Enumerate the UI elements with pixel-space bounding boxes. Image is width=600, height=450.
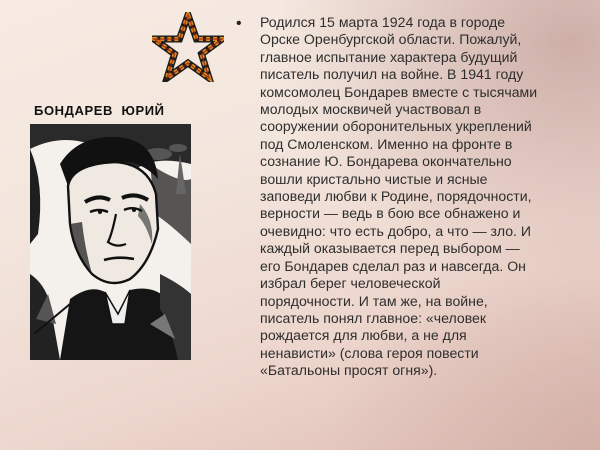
biography-line: заповеди любви к Родине, порядочности, <box>260 188 532 205</box>
biography-line: ненависти» (слова героя повести <box>260 344 479 361</box>
biography-line: «Батальоны просят огня»). <box>260 362 438 379</box>
biography-line: главное испытание характера будущий <box>260 48 518 65</box>
author-portrait-illustration <box>30 124 191 360</box>
biography-line: верности — ведь в бою все обнажено и <box>260 205 521 222</box>
bullet-marker: • <box>236 15 242 32</box>
star-outline-icon <box>152 12 224 82</box>
biography-line: рождается для любви, а не для <box>260 327 467 344</box>
author-name-heading: БОНДАРЕВ ЮРИЙ <box>34 103 165 118</box>
biography-line: под Смоленском. Именно на фронте в <box>260 135 513 152</box>
biography-line: Орске Оренбургской области. Пожалуй, <box>260 31 522 48</box>
biography-line: избрал берег человеческой <box>260 275 441 292</box>
biography-line: писатель получил на войне. В 1941 году <box>260 66 524 83</box>
biography-line: Родился 15 марта 1924 года в городе <box>260 14 506 30</box>
biography-line: каждый оказывается перед выбором — <box>260 240 520 257</box>
biography-line: вошли кристально чистые и ясные <box>260 170 488 187</box>
biography-text <box>260 14 596 380</box>
biography-line: сознание Ю. Бондарева окончательно <box>260 153 512 170</box>
biography-line: писатель понял главное: «человек <box>260 309 487 326</box>
biography-line: его Бондарев сделал раз и навсегда. Он <box>260 257 526 274</box>
biography-line: порядочности. И там же, на войне, <box>260 292 488 309</box>
biography-line: очевидно: что есть добро, а что — зло. И <box>260 222 532 239</box>
biography-line: молодых москвичей участвовал в <box>260 101 482 118</box>
biography-line: комсомолец Бондарев вместе с тысячами <box>260 83 538 100</box>
biography-line: сооружении оборонительных укреплений <box>260 118 532 135</box>
